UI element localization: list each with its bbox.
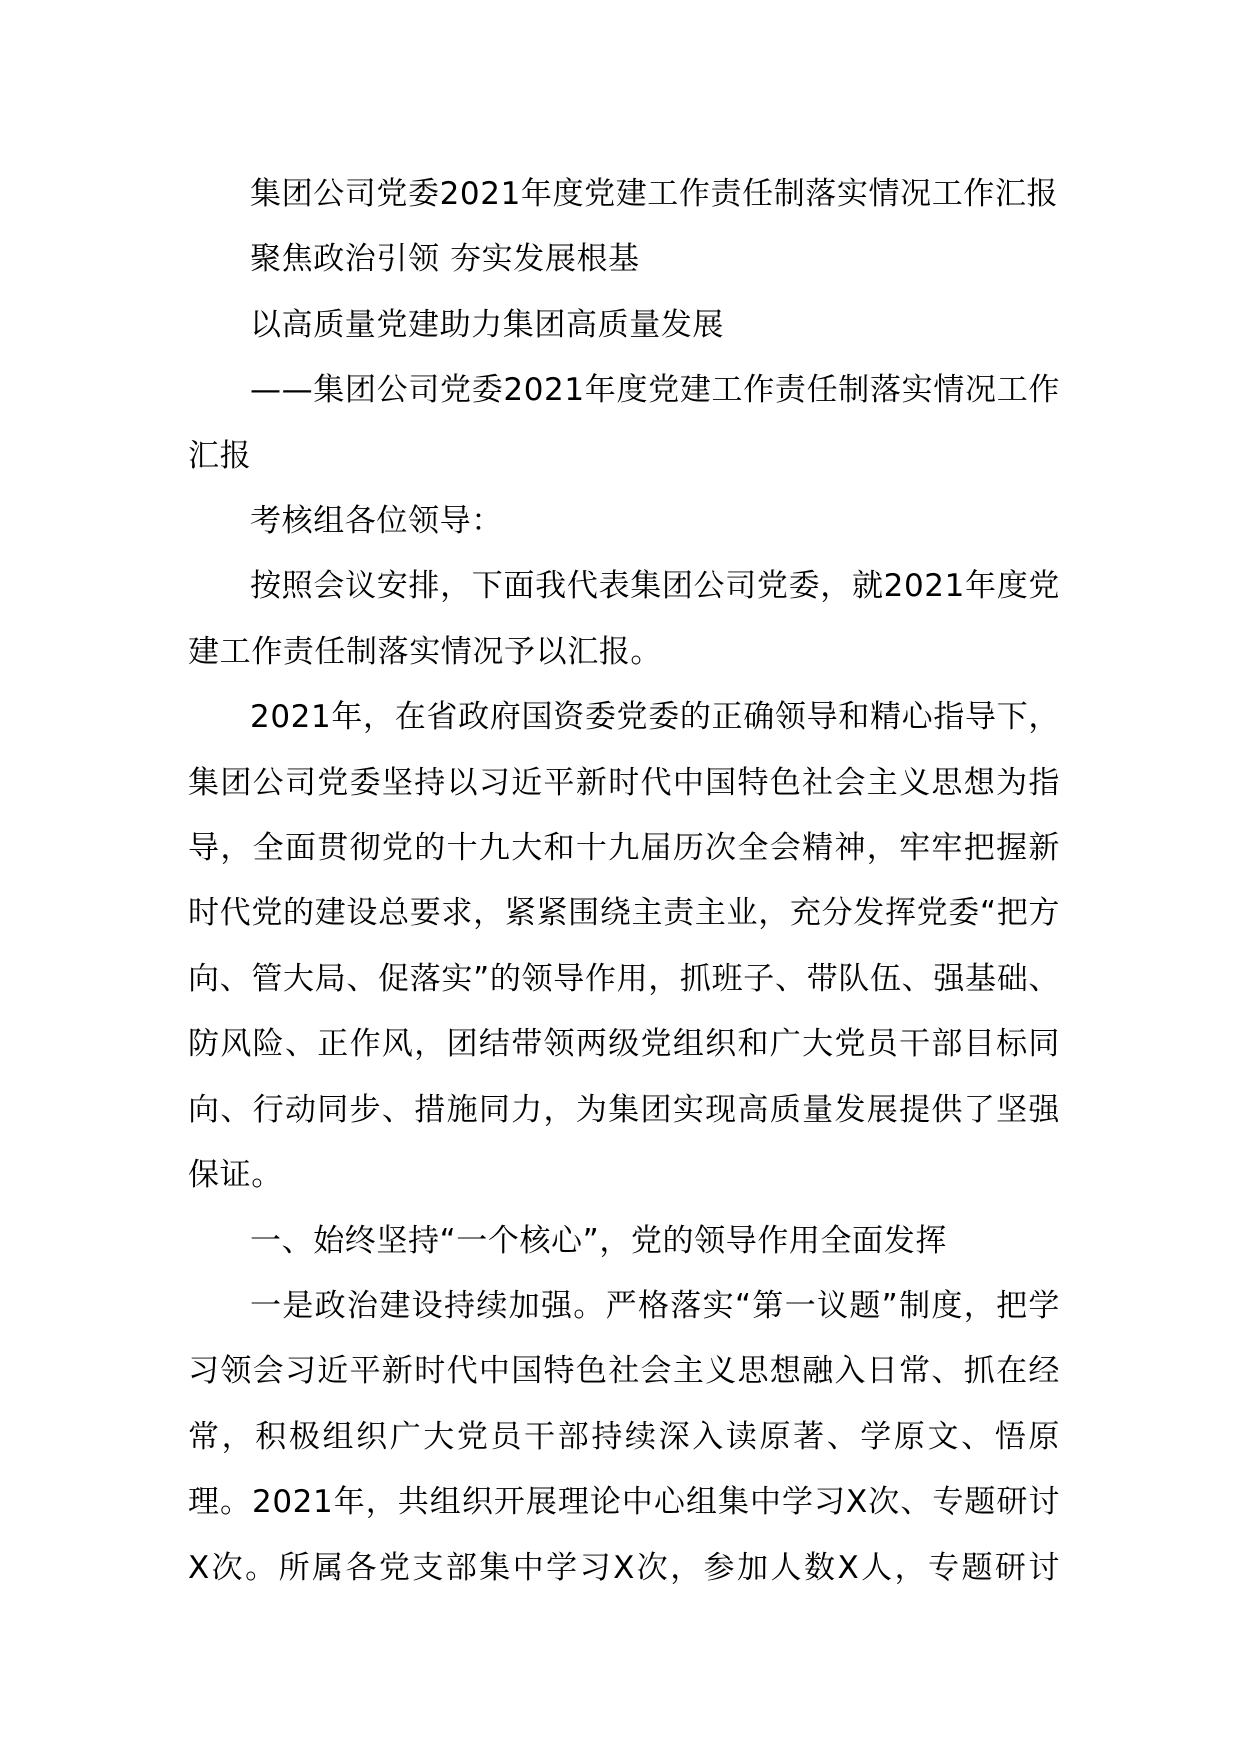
main-title: 聚焦政治引领 夯实发展根基 (250, 241, 640, 278)
report-subtitle: ——集团公司党委2021年度党建工作责任制落实情况工作汇报 (188, 372, 1060, 474)
section-1-paragraph-1: 一是政治建设持续加强。严格落实“第一议题”制度，把学习领会习近平新时代中国特色社会主义思想融入日常、抓在经常，积极组织广大党员干部持续深入读原著、学原文、悟原理。2021年，共组织开展理论中心组集中学习X次、专题研讨X次。所属各党支部集中学习X次，参加人数X人，专题研讨 (188, 1287, 1060, 1586)
salutation: 考核组各位领导： (250, 503, 503, 540)
report-title: 集团公司党委2021年度党建工作责任制落实情况工作汇报 (250, 176, 1059, 212)
section-heading-1: 一、始终坚持“一个核心”，党的领导作用全面发挥 (250, 1222, 947, 1259)
document-body (188, 162, 1060, 1601)
intro-paragraph: 按照会议安排，下面我代表集团公司党委，就2021年度党建工作责任制落实情况予以汇报。 (188, 568, 1060, 670)
overview-paragraph: 2021年，在省政府国资委党委的正确领导和精心指导下，集团公司党委坚持以习近平新时代中国特色社会主义思想为指导，全面贯彻党的十九大和十九届历次全会精神，牢牢把握新时代党的建设总要求，紧紧围绕主责主业，充分发挥党委“把方向、管大局、促落实”的领导作用，抓班子、带队伍、强基础、防风险、正作风，团结带领两级党组织和广大党员干部目标同向、行动同步、措施同力，为集团实现高质量发展提供了坚强保证。 (188, 699, 1060, 1194)
main-title-second-line: 以高质量党建助力集团高质量发展 (250, 306, 724, 343)
